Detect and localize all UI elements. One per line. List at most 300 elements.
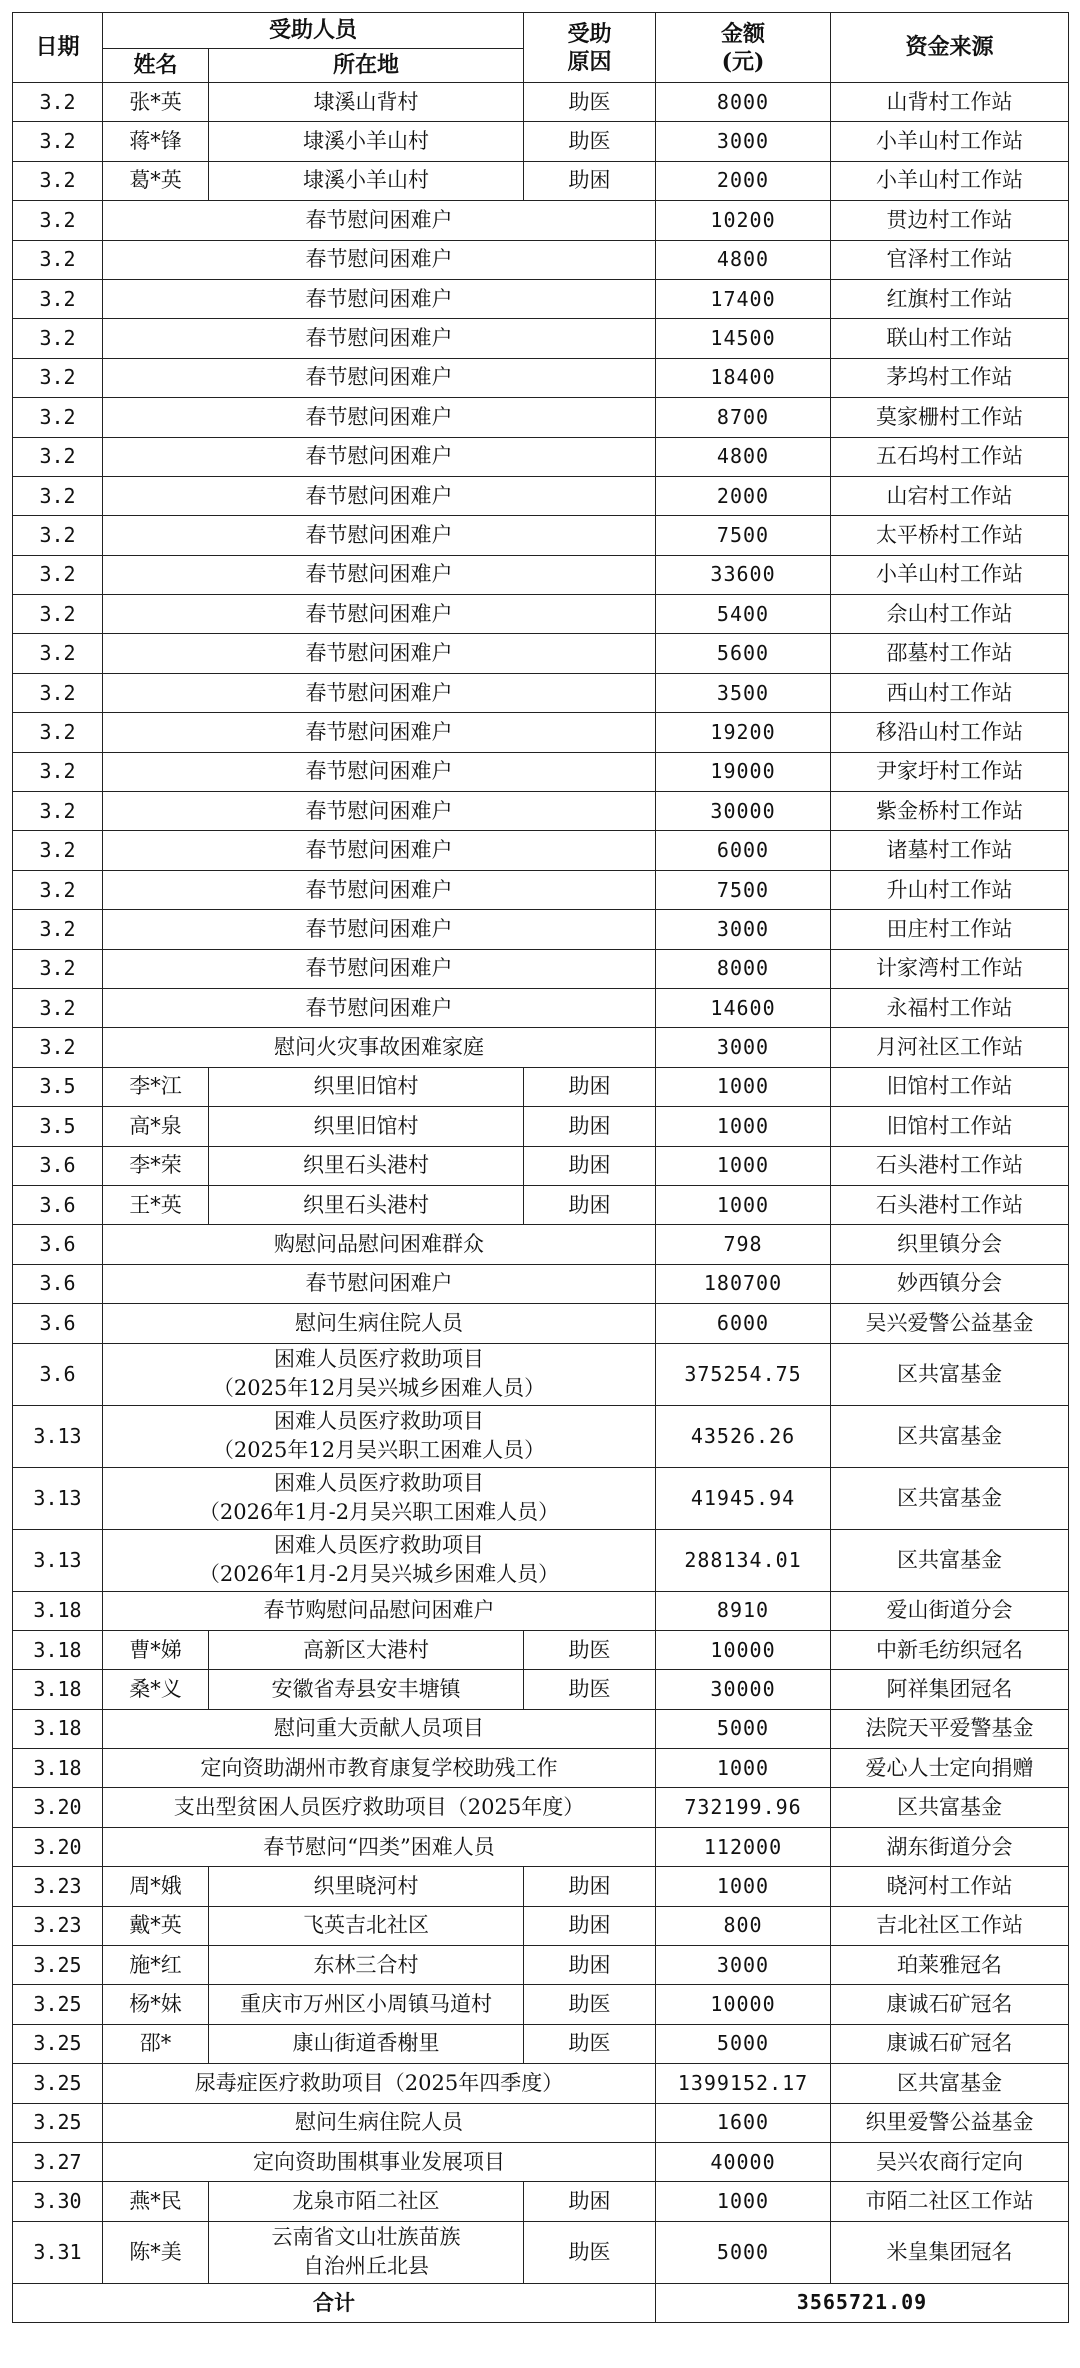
description-line: 春节慰问困难户 xyxy=(305,326,453,351)
description-cell xyxy=(103,1225,656,1264)
description-line: 春节慰问困难户 xyxy=(305,365,453,390)
description-line: 春节慰问“四类”困难人员 xyxy=(263,1834,495,1859)
amount-cell: 800 xyxy=(656,1906,831,1945)
table-row xyxy=(13,1788,1069,1827)
amount-cell: 19000 xyxy=(656,752,831,791)
description-line: 春节慰问困难户 xyxy=(305,1271,453,1296)
table-row xyxy=(13,319,1069,358)
description-line: 春节慰问困难户 xyxy=(305,286,453,311)
amount-cell: 5400 xyxy=(656,595,831,634)
total-label: 合计 xyxy=(13,2283,656,2322)
reason-cell: 助困 xyxy=(524,1185,656,1224)
table-row xyxy=(13,949,1069,988)
name-cell: 燕*民 xyxy=(103,2182,209,2221)
header-amount: 金额(元) xyxy=(656,13,831,83)
date-cell: 3.13 xyxy=(13,1467,103,1529)
amount-cell: 2000 xyxy=(656,161,831,200)
header-source: 资金来源 xyxy=(831,13,1069,83)
date-cell: 3.25 xyxy=(13,1946,103,1985)
table-row xyxy=(13,1906,1069,1945)
table-row xyxy=(13,1630,1069,1669)
location-cell xyxy=(209,1146,524,1185)
location-line: 织里旧馆村 xyxy=(313,1074,419,1099)
table-row xyxy=(13,831,1069,870)
description-cell xyxy=(103,319,656,358)
table-row xyxy=(13,2103,1069,2142)
reason-cell: 助医 xyxy=(524,1630,656,1669)
source-cell: 紫金桥村工作站 xyxy=(831,792,1069,831)
amount-cell: 8700 xyxy=(656,398,831,437)
table-row xyxy=(13,1827,1069,1866)
date-cell: 3.31 xyxy=(13,2221,103,2283)
date-cell: 3.2 xyxy=(13,831,103,870)
date-cell: 3.2 xyxy=(13,595,103,634)
reason-cell: 助困 xyxy=(524,161,656,200)
source-cell: 中新毛纺织冠名 xyxy=(831,1630,1069,1669)
amount-cell: 1000 xyxy=(656,1185,831,1224)
location-line: 织里晓河村 xyxy=(313,1873,419,1898)
source-cell: 永福村工作站 xyxy=(831,988,1069,1027)
source-cell: 织里镇分会 xyxy=(831,1225,1069,1264)
table-row xyxy=(13,792,1069,831)
location-line: 云南省文山壮族苗族 xyxy=(271,2225,461,2250)
amount-cell: 1000 xyxy=(656,2182,831,2221)
location-cell xyxy=(209,161,524,200)
amount-cell: 8910 xyxy=(656,1591,831,1630)
source-cell: 区共富基金 xyxy=(831,1467,1069,1529)
name-cell: 周*娥 xyxy=(103,1867,209,1906)
date-cell: 3.18 xyxy=(13,1670,103,1709)
name-cell: 王*英 xyxy=(103,1185,209,1224)
table-row xyxy=(13,1670,1069,1709)
date-cell: 3.2 xyxy=(13,555,103,594)
description-cell xyxy=(103,1467,656,1529)
amount-cell: 1000 xyxy=(656,1867,831,1906)
description-cell xyxy=(103,1304,656,1343)
source-cell: 妙西镇分会 xyxy=(831,1264,1069,1303)
reason-cell: 助困 xyxy=(524,1107,656,1146)
date-cell: 3.25 xyxy=(13,2024,103,2063)
header-recipient: 受助人员 xyxy=(103,13,524,49)
amount-cell: 1399152.17 xyxy=(656,2064,831,2103)
date-cell: 3.2 xyxy=(13,122,103,161)
source-cell: 尹家圩村工作站 xyxy=(831,752,1069,791)
description-cell xyxy=(103,201,656,240)
reason-cell: 助困 xyxy=(524,1146,656,1185)
source-cell: 法院天平爱警基金 xyxy=(831,1709,1069,1748)
source-cell: 小羊山村工作站 xyxy=(831,161,1069,200)
description-cell xyxy=(103,1827,656,1866)
amount-cell: 41945.94 xyxy=(656,1467,831,1529)
date-cell: 3.2 xyxy=(13,713,103,752)
location-cell xyxy=(209,1107,524,1146)
date-cell: 3.30 xyxy=(13,2182,103,2221)
description-cell xyxy=(103,2103,656,2142)
location-line: 织里旧馆村 xyxy=(313,1113,419,1138)
source-cell: 织里爱警公益基金 xyxy=(831,2103,1069,2142)
source-cell: 区共富基金 xyxy=(831,2064,1069,2103)
source-cell: 康诚石矿冠名 xyxy=(831,1985,1069,2024)
date-cell: 3.2 xyxy=(13,398,103,437)
location-cell xyxy=(209,1630,524,1669)
name-cell: 施*红 xyxy=(103,1946,209,1985)
source-cell: 珀莱雅冠名 xyxy=(831,1946,1069,1985)
table-row xyxy=(13,1067,1069,1106)
description-line: 春节慰问困难户 xyxy=(305,522,453,547)
description-line: 定向资助湖州市教育康复学校助残工作 xyxy=(200,1755,558,1780)
location-line: 埭溪小羊山村 xyxy=(303,168,429,193)
source-cell: 晓河村工作站 xyxy=(831,1867,1069,1906)
table-row xyxy=(13,1028,1069,1067)
date-cell: 3.2 xyxy=(13,319,103,358)
location-cell xyxy=(209,2182,524,2221)
name-cell: 李*荣 xyxy=(103,1146,209,1185)
description-cell xyxy=(103,1529,656,1591)
source-cell: 诸墓村工作站 xyxy=(831,831,1069,870)
amount-cell: 30000 xyxy=(656,792,831,831)
reason-cell: 助困 xyxy=(524,1946,656,1985)
source-cell: 小羊山村工作站 xyxy=(831,555,1069,594)
description-cell xyxy=(103,1709,656,1748)
description-line-2: （2025年12月吴兴职工困难人员） xyxy=(212,1438,546,1462)
location-cell xyxy=(209,1906,524,1945)
location-cell xyxy=(209,1985,524,2024)
table-body xyxy=(13,83,1069,2284)
table-row xyxy=(13,2024,1069,2063)
table-row xyxy=(13,279,1069,318)
table-row xyxy=(13,595,1069,634)
source-cell: 移沿山村工作站 xyxy=(831,713,1069,752)
amount-cell: 18400 xyxy=(656,358,831,397)
location-line: 安徽省寿县安丰塘镇 xyxy=(271,1676,461,1701)
date-cell: 3.20 xyxy=(13,1788,103,1827)
table-row xyxy=(13,516,1069,555)
description-cell xyxy=(103,988,656,1027)
amount-cell: 5600 xyxy=(656,634,831,673)
table-row xyxy=(13,1185,1069,1224)
amount-cell: 19200 xyxy=(656,713,831,752)
location-cell xyxy=(209,2221,524,2283)
description-line: 困难人员医疗救助项目 xyxy=(274,1471,484,1495)
total-amount: 3565721.09 xyxy=(656,2283,1069,2322)
amount-cell: 6000 xyxy=(656,1304,831,1343)
amount-cell: 375254.75 xyxy=(656,1343,831,1405)
location-line: 高新区大港村 xyxy=(303,1637,429,1662)
description-line: 慰问生病住院人员 xyxy=(295,1310,463,1335)
date-cell: 3.2 xyxy=(13,870,103,909)
amount-cell: 180700 xyxy=(656,1264,831,1303)
location-cell xyxy=(209,83,524,122)
amount-cell: 6000 xyxy=(656,831,831,870)
reason-cell: 助困 xyxy=(524,1067,656,1106)
amount-cell: 4800 xyxy=(656,437,831,476)
table-row xyxy=(13,752,1069,791)
amount-cell: 1000 xyxy=(656,1146,831,1185)
amount-cell: 5000 xyxy=(656,2221,831,2283)
description-line: 春节购慰问品慰问困难户 xyxy=(263,1598,495,1623)
reason-cell: 助医 xyxy=(524,2024,656,2063)
header-name: 姓名 xyxy=(103,49,209,83)
table-row xyxy=(13,1985,1069,2024)
source-cell: 茅坞村工作站 xyxy=(831,358,1069,397)
source-cell: 湖东街道分会 xyxy=(831,1827,1069,1866)
amount-cell: 4800 xyxy=(656,240,831,279)
description-line: 困难人员医疗救助项目 xyxy=(274,1347,484,1371)
location-line-2: 自治州丘北县 xyxy=(303,2254,429,2279)
source-cell: 石头港村工作站 xyxy=(831,1146,1069,1185)
reason-cell: 助困 xyxy=(524,1867,656,1906)
description-cell xyxy=(103,2064,656,2103)
amount-cell: 3000 xyxy=(656,910,831,949)
description-cell xyxy=(103,240,656,279)
description-line: 春节慰问困难户 xyxy=(305,641,453,666)
table-row xyxy=(13,437,1069,476)
amount-cell: 33600 xyxy=(656,555,831,594)
reason-cell: 助困 xyxy=(524,2182,656,2221)
date-cell: 3.2 xyxy=(13,988,103,1027)
description-cell xyxy=(103,792,656,831)
date-cell: 3.2 xyxy=(13,201,103,240)
name-cell: 张*英 xyxy=(103,83,209,122)
description-cell xyxy=(103,1788,656,1827)
name-cell: 葛*英 xyxy=(103,161,209,200)
date-cell: 3.18 xyxy=(13,1591,103,1630)
source-cell: 升山村工作站 xyxy=(831,870,1069,909)
location-cell xyxy=(209,2024,524,2063)
amount-cell: 288134.01 xyxy=(656,1529,831,1591)
location-line: 重庆市万州区小周镇马道村 xyxy=(240,1992,492,2017)
source-cell: 贯边村工作站 xyxy=(831,201,1069,240)
amount-cell: 7500 xyxy=(656,516,831,555)
source-cell: 邵墓村工作站 xyxy=(831,634,1069,673)
source-cell: 山宕村工作站 xyxy=(831,476,1069,515)
date-cell: 3.27 xyxy=(13,2142,103,2181)
reason-cell: 助医 xyxy=(524,1985,656,2024)
description-line: 春节慰问困难户 xyxy=(305,877,453,902)
source-cell: 小羊山村工作站 xyxy=(831,122,1069,161)
table-row xyxy=(13,201,1069,240)
amount-cell: 3000 xyxy=(656,122,831,161)
table-row xyxy=(13,1946,1069,1985)
source-cell: 吴兴爱警公益基金 xyxy=(831,1304,1069,1343)
description-cell xyxy=(103,910,656,949)
name-cell: 陈*美 xyxy=(103,2221,209,2283)
table-row xyxy=(13,555,1069,594)
table-row xyxy=(13,1467,1069,1529)
description-line: 春节慰问困难户 xyxy=(305,838,453,863)
source-cell: 旧馆村工作站 xyxy=(831,1107,1069,1146)
date-cell: 3.18 xyxy=(13,1709,103,1748)
source-cell: 田庄村工作站 xyxy=(831,910,1069,949)
date-cell: 3.6 xyxy=(13,1146,103,1185)
description-line: 春节慰问困难户 xyxy=(305,916,453,941)
amount-cell: 8000 xyxy=(656,83,831,122)
description-line: 定向资助围棋事业发展项目 xyxy=(253,2149,505,2174)
description-cell xyxy=(103,1749,656,1788)
reason-cell: 助医 xyxy=(524,83,656,122)
amount-cell: 5000 xyxy=(656,2024,831,2063)
reason-cell: 助困 xyxy=(524,1906,656,1945)
source-cell: 吴兴农商行定向 xyxy=(831,2142,1069,2181)
table-row xyxy=(13,2182,1069,2221)
description-cell xyxy=(103,634,656,673)
name-cell: 蒋*锋 xyxy=(103,122,209,161)
table-row xyxy=(13,398,1069,437)
source-cell: 红旗村工作站 xyxy=(831,279,1069,318)
amount-cell: 112000 xyxy=(656,1827,831,1866)
description-cell xyxy=(103,713,656,752)
amount-cell: 14600 xyxy=(656,988,831,1027)
date-cell: 3.2 xyxy=(13,1028,103,1067)
description-cell xyxy=(103,752,656,791)
date-cell: 3.2 xyxy=(13,476,103,515)
date-cell: 3.25 xyxy=(13,1985,103,2024)
description-line: 春节慰问困难户 xyxy=(305,719,453,744)
date-cell: 3.2 xyxy=(13,437,103,476)
date-cell: 3.23 xyxy=(13,1867,103,1906)
amount-cell: 40000 xyxy=(656,2142,831,2181)
date-cell: 3.2 xyxy=(13,83,103,122)
description-line-2: （2025年12月吴兴城乡困难人员） xyxy=(212,1376,546,1400)
description-line: 春节慰问困难户 xyxy=(305,956,453,981)
table-row xyxy=(13,240,1069,279)
table-row xyxy=(13,161,1069,200)
description-cell xyxy=(103,595,656,634)
location-line: 康山街道香榭里 xyxy=(292,2031,440,2056)
amount-cell: 10000 xyxy=(656,1985,831,2024)
description-cell xyxy=(103,516,656,555)
description-cell xyxy=(103,1264,656,1303)
source-cell: 康诚石矿冠名 xyxy=(831,2024,1069,2063)
reason-cell: 助医 xyxy=(524,1670,656,1709)
source-cell: 爱山街道分会 xyxy=(831,1591,1069,1630)
description-cell xyxy=(103,476,656,515)
description-cell xyxy=(103,673,656,712)
source-cell: 石头港村工作站 xyxy=(831,1185,1069,1224)
table-row xyxy=(13,1709,1069,1748)
amount-cell: 7500 xyxy=(656,870,831,909)
date-cell: 3.13 xyxy=(13,1405,103,1467)
reason-cell: 助医 xyxy=(524,122,656,161)
date-cell: 3.2 xyxy=(13,358,103,397)
table-row xyxy=(13,1867,1069,1906)
source-cell: 山背村工作站 xyxy=(831,83,1069,122)
header-date: 日期 xyxy=(13,13,103,83)
table-row xyxy=(13,1146,1069,1185)
description-cell xyxy=(103,279,656,318)
description-cell xyxy=(103,2142,656,2181)
table-row xyxy=(13,1225,1069,1264)
description-line: 春节慰问困难户 xyxy=(305,995,453,1020)
description-line: 春节慰问困难户 xyxy=(305,207,453,232)
date-cell: 3.2 xyxy=(13,910,103,949)
description-line: 春节慰问困难户 xyxy=(305,404,453,429)
date-cell: 3.25 xyxy=(13,2103,103,2142)
source-cell: 官泽村工作站 xyxy=(831,240,1069,279)
table-row xyxy=(13,870,1069,909)
location-line: 东林三合村 xyxy=(313,1952,419,1977)
location-cell xyxy=(209,122,524,161)
source-cell: 区共富基金 xyxy=(831,1788,1069,1827)
description-line: 春节慰问困难户 xyxy=(305,247,453,272)
amount-cell: 1000 xyxy=(656,1749,831,1788)
source-cell: 莫家栅村工作站 xyxy=(831,398,1069,437)
table-row xyxy=(13,83,1069,122)
amount-cell: 1600 xyxy=(656,2103,831,2142)
total-row xyxy=(13,2283,1069,2322)
date-cell: 3.2 xyxy=(13,752,103,791)
description-line-2: （2026年1月-2月吴兴城乡困难人员） xyxy=(198,1562,560,1586)
amount-cell: 1000 xyxy=(656,1067,831,1106)
description-line: 春节慰问困难户 xyxy=(305,601,453,626)
location-cell xyxy=(209,1185,524,1224)
source-cell: 太平桥村工作站 xyxy=(831,516,1069,555)
table-row xyxy=(13,1343,1069,1405)
source-cell: 计家湾村工作站 xyxy=(831,949,1069,988)
description-cell xyxy=(103,949,656,988)
table-row xyxy=(13,122,1069,161)
location-cell xyxy=(209,1867,524,1906)
amount-cell: 3000 xyxy=(656,1946,831,1985)
source-cell: 西山村工作站 xyxy=(831,673,1069,712)
reason-cell: 助医 xyxy=(524,2221,656,2283)
date-cell: 3.13 xyxy=(13,1529,103,1591)
date-cell: 3.18 xyxy=(13,1630,103,1669)
date-cell: 3.2 xyxy=(13,949,103,988)
amount-cell: 2000 xyxy=(656,476,831,515)
location-line: 织里石头港村 xyxy=(303,1153,429,1178)
table-row xyxy=(13,476,1069,515)
date-cell: 3.20 xyxy=(13,1827,103,1866)
location-line: 织里石头港村 xyxy=(303,1192,429,1217)
date-cell: 3.5 xyxy=(13,1067,103,1106)
name-cell: 高*泉 xyxy=(103,1107,209,1146)
source-cell: 区共富基金 xyxy=(831,1343,1069,1405)
date-cell: 3.25 xyxy=(13,2064,103,2103)
description-cell xyxy=(103,870,656,909)
table-row xyxy=(13,1749,1069,1788)
date-cell: 3.2 xyxy=(13,240,103,279)
date-cell: 3.6 xyxy=(13,1185,103,1224)
description-cell xyxy=(103,1591,656,1630)
donation-table xyxy=(12,12,1069,2323)
description-line: 慰问生病住院人员 xyxy=(295,2110,463,2135)
description-cell xyxy=(103,1028,656,1067)
description-line: 慰问重大贡献人员项目 xyxy=(274,1716,484,1741)
source-cell: 米皇集团冠名 xyxy=(831,2221,1069,2283)
table-row xyxy=(13,673,1069,712)
source-cell: 五石坞村工作站 xyxy=(831,437,1069,476)
amount-cell: 10200 xyxy=(656,201,831,240)
date-cell: 3.5 xyxy=(13,1107,103,1146)
date-cell: 3.6 xyxy=(13,1264,103,1303)
table-row xyxy=(13,2064,1069,2103)
location-cell xyxy=(209,1067,524,1106)
source-cell: 联山村工作站 xyxy=(831,319,1069,358)
header-location: 所在地 xyxy=(209,49,524,83)
amount-cell: 14500 xyxy=(656,319,831,358)
table-row xyxy=(13,713,1069,752)
location-line: 飞英吉北社区 xyxy=(303,1913,429,1938)
description-cell xyxy=(103,1405,656,1467)
table-row xyxy=(13,358,1069,397)
name-cell: 邵* xyxy=(103,2024,209,2063)
table-row xyxy=(13,988,1069,1027)
source-cell: 吉北社区工作站 xyxy=(831,1906,1069,1945)
table-row xyxy=(13,1591,1069,1630)
amount-cell: 3000 xyxy=(656,1028,831,1067)
source-cell: 市陌二社区工作站 xyxy=(831,2182,1069,2221)
